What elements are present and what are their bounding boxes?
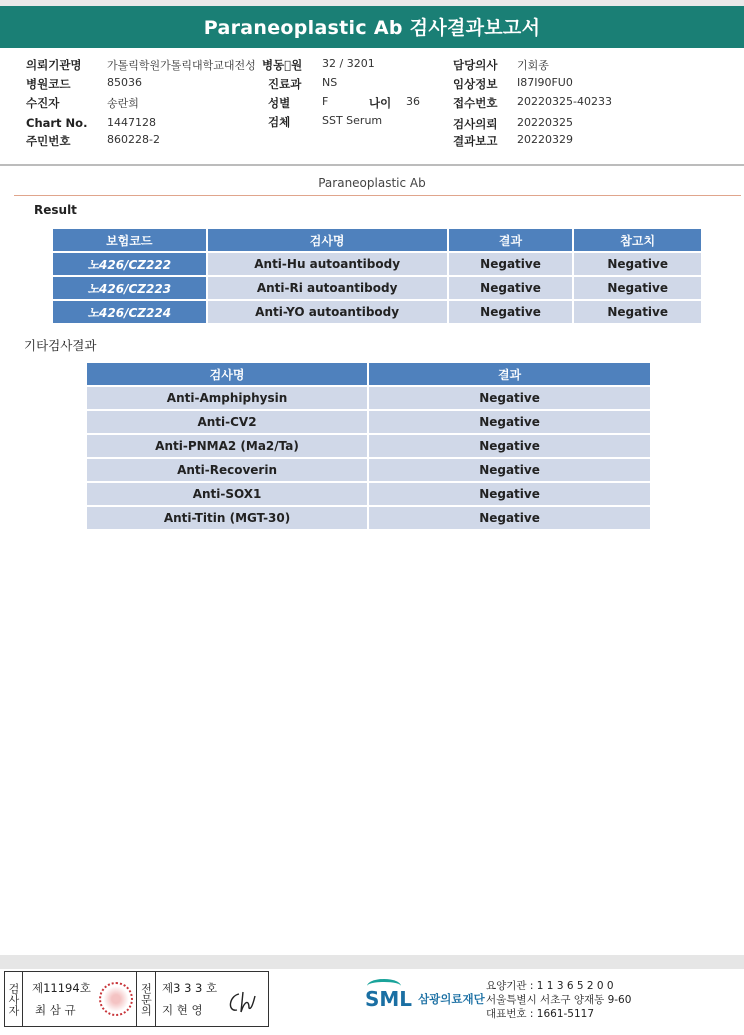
section-title: Paraneoplastic Ab — [318, 176, 426, 190]
label-resident-no: 주민번호 — [26, 134, 71, 148]
cell-test-name: Anti-PNMA2 (Ma2/Ta) — [87, 435, 367, 457]
value-chart-no: 1447128 — [107, 116, 156, 129]
cell-test-name: Anti-Hu autoantibody — [208, 253, 447, 275]
table-row — [53, 301, 701, 323]
value-sex: F — [322, 95, 329, 108]
cell-test-name: Anti-Titin (MGT-30) — [87, 507, 367, 529]
addr-line: 서울특별시 서초구 양재동 9-60 — [486, 994, 632, 1006]
table-row — [87, 483, 650, 505]
cell-test-name: Anti-CV2 — [87, 411, 367, 433]
cell-result: Negative — [369, 507, 650, 529]
section-divider — [14, 195, 741, 196]
header-test-name: 검사명 — [87, 363, 367, 385]
value-age: 36 — [406, 95, 420, 108]
org-logo — [365, 977, 485, 1021]
value-institution: 가톨릭학원가톨릭대학교대전성 — [107, 59, 256, 72]
value-patient: 송란희 — [107, 97, 139, 110]
label-sex: 성별 — [268, 96, 291, 110]
table-row — [87, 411, 650, 433]
label-doctor: 담당의사 — [453, 58, 498, 72]
sml-logo-text: SML — [365, 987, 413, 1011]
addr-line: 대표번호 : 1661-5117 — [486, 1008, 595, 1020]
signature-icon — [225, 986, 263, 1016]
value-doctor: 기회종 — [517, 59, 549, 72]
cell-code: 노426/CZ222 — [53, 253, 206, 275]
specialist-label: 전문의 — [136, 972, 156, 1026]
seal-stamp — [99, 982, 133, 1016]
cell-result: Negative — [449, 253, 573, 275]
label-specimen: 검체 — [268, 115, 291, 129]
other-results-heading: 기타검사결과 — [24, 338, 97, 353]
specialist-name: 지 현 영 — [162, 1003, 203, 1017]
cell-test-name: Anti-Recoverin — [87, 459, 367, 481]
label-clinical-info: 임상정보 — [453, 77, 498, 91]
signature-box — [4, 971, 269, 1027]
value-ward: 32 / 3201 — [322, 57, 375, 70]
table-row — [87, 435, 650, 457]
cell-result: Negative — [369, 435, 650, 457]
table-row — [87, 387, 650, 409]
value-request-date: 20220325 — [517, 116, 573, 129]
result-table — [51, 227, 703, 325]
value-clinical-info: I87I90FU0 — [517, 76, 573, 89]
sml-logo — [365, 987, 412, 1011]
header-result: 결과 — [449, 229, 573, 251]
cell-test-name: Anti-YO autoantibody — [208, 301, 447, 323]
org-name: 삼광의료재단 — [418, 992, 485, 1006]
header-test-name: 검사명 — [208, 229, 447, 251]
label-department: 진료과 — [268, 77, 302, 91]
cell-result: Negative — [369, 411, 650, 433]
report-title: Paraneoplastic Ab 검사결과보고서 — [0, 6, 744, 48]
specialist-license: 제3 3 3 호 — [162, 981, 218, 995]
label-chart-no: Chart No. — [26, 116, 88, 130]
value-hospital-code: 85036 — [107, 76, 142, 89]
label-report-date: 결과보고 — [453, 134, 498, 148]
label-institution: 의뢰기관명 — [26, 58, 82, 72]
table-row — [87, 459, 650, 481]
value-resident-no: 860228-2 — [107, 133, 160, 146]
cell-reference: Negative — [574, 301, 701, 323]
footer-strip — [0, 955, 744, 969]
examiner-name: 최 삼 규 — [35, 1003, 76, 1017]
cell-result: Negative — [449, 301, 573, 323]
label-age: 나이 — [369, 96, 392, 110]
value-receipt-no: 20220325-40233 — [517, 95, 612, 108]
cell-result: Negative — [369, 459, 650, 481]
label-hospital-code: 병원코드 — [26, 77, 71, 91]
cell-code: 노426/CZ224 — [53, 301, 206, 323]
table-row — [87, 507, 650, 529]
divider — [0, 164, 744, 166]
header-reference: 참고치 — [574, 229, 701, 251]
label-request-date: 검사의뢰 — [453, 117, 498, 131]
cell-result: Negative — [369, 483, 650, 505]
table-header-row — [87, 363, 650, 385]
examiner-license: 제11194호 — [32, 981, 91, 995]
table-row — [53, 277, 701, 299]
patient-info — [0, 56, 744, 156]
cell-test-name: Anti-Amphiphysin — [87, 387, 367, 409]
other-results-table — [85, 361, 652, 531]
label-receipt-no: 접수번호 — [453, 96, 498, 110]
value-specimen: SST Serum — [322, 114, 383, 127]
header-insurance-code: 보험코드 — [53, 229, 206, 251]
org-address — [486, 979, 631, 1021]
cell-test-name: Anti-Ri autoantibody — [208, 277, 447, 299]
cell-code: 노426/CZ223 — [53, 277, 206, 299]
table-header-row — [53, 229, 701, 251]
report-footer — [0, 969, 744, 1035]
cell-result: Negative — [449, 277, 573, 299]
cell-reference: Negative — [574, 253, 701, 275]
table-row — [53, 253, 701, 275]
logo-arc — [367, 979, 401, 993]
label-patient: 수진자 — [26, 96, 60, 110]
cell-test-name: Anti-SOX1 — [87, 483, 367, 505]
value-report-date: 20220329 — [517, 133, 573, 146]
result-heading: Result — [34, 203, 77, 217]
cell-reference: Negative — [574, 277, 701, 299]
examiner-label: 검사자 — [5, 972, 23, 1026]
label-ward: 병동 원 — [262, 58, 303, 72]
value-department: NS — [322, 76, 338, 89]
cell-result: Negative — [369, 387, 650, 409]
header-result: 결과 — [369, 363, 650, 385]
addr-line: 요양기관 : 1 1 3 6 5 2 0 0 — [486, 980, 614, 992]
